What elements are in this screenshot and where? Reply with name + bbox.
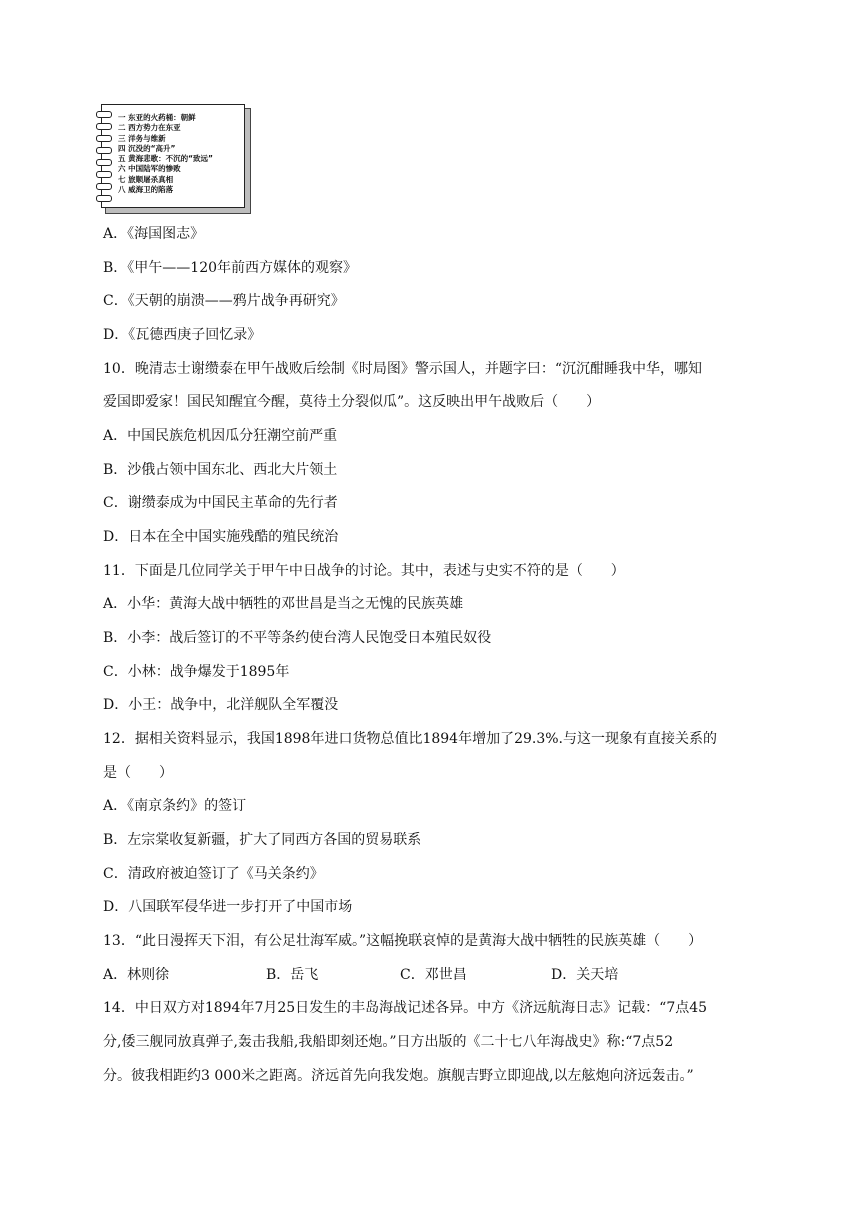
- q9-option-c: C．《天朝的崩溃——鸦片战争再研究》: [103, 293, 345, 309]
- q12-option-c: C．清政府被迫签订了《马关条约》: [103, 866, 324, 882]
- toc-item: 七 旅顺屠杀真相: [118, 174, 174, 184]
- q10-stem-line1: 10．晚清志士谢缵泰在甲午战败后绘制《时局图》警示国人，并题字曰：“沉沉酣睡我中华，哪知: [103, 361, 702, 377]
- q13-option-c: C．邓世昌: [400, 967, 467, 983]
- binder-ring: [96, 111, 112, 118]
- toc-item: 五 黄海悲歌：不沉的“致远”: [118, 154, 213, 164]
- q14-line1: 14．中日双方对1894年7月25日发生的丰岛海战记述各异。中方《济远航海日志》记载：“7点45: [103, 1000, 708, 1016]
- q9-option-b: B．《甲午——120年前西方媒体的观察》: [103, 260, 358, 276]
- binder-ring: [96, 147, 112, 154]
- binder-ring: [96, 171, 112, 178]
- q10-option-d: D．日本在全中国实施残酷的殖民统治: [103, 529, 339, 545]
- binder-ring: [96, 159, 112, 166]
- q10-option-b: B．沙俄占领中国东北、西北大片领土: [103, 462, 338, 478]
- q10-option-a: A．中国民族危机因瓜分狂潮空前严重: [103, 428, 338, 444]
- q9-option-a: A．《海国图志》: [103, 226, 205, 242]
- toc-item: 二 西方势力在东亚: [118, 123, 181, 133]
- q11-option-a: A．小华：黄海大战中牺牲的邓世昌是当之无愧的民族英雄: [103, 596, 464, 612]
- binder-ring: [96, 123, 112, 130]
- q10-stem-line2: 爱国即爱家！国民知醒宜今醒，莫待土分裂似瓜”。这反映出甲午战败后（ ）: [103, 394, 601, 410]
- toc-item: 三 洋务与维新: [118, 133, 166, 143]
- q12-option-d: D．八国联军侵华进一步打开了中国市场: [103, 899, 353, 915]
- q11-option-d: D．小王：战争中，北洋舰队全军覆没: [103, 697, 339, 713]
- q12-stem-line2: 是（ ）: [103, 765, 173, 781]
- q11-option-b: B．小李：战后签订的不平等条约使台湾人民饱受日本殖民奴役: [103, 630, 492, 646]
- q12-option-a: A．《南京条约》的签订: [103, 798, 247, 814]
- q14-line3: 分。彼我相距约3 000米之距离。济远首先向我发炮。旗舰吉野立即迎战,以左舷炮向济远轰击。”: [103, 1068, 694, 1084]
- q12-stem-line1: 12．据相关资料显示，我国1898年进口货物总值比1894年增加了29.3%.与这一现象有直接关系的: [103, 731, 717, 747]
- toc-list: [118, 113, 213, 195]
- q14-line2: 分,倭三舰同放真弹子,轰击我船,我船即刻还炮。”日方出版的《二十七八年海战史》称:“7点52: [103, 1034, 674, 1050]
- binder-ring: [96, 135, 112, 142]
- toc-item: 八 威海卫的陷落: [118, 185, 174, 195]
- q11-option-c: C．小林：战争爆发于1895年: [103, 664, 290, 680]
- binder-ring: [96, 195, 112, 202]
- q13-option-a: A．林则徐: [103, 967, 170, 983]
- notebook-page: [101, 104, 245, 208]
- binder-ring: [96, 183, 112, 190]
- q10-option-c: C．谢缵泰成为中国民主革命的先行者: [103, 495, 338, 511]
- q11-stem: 11．下面是几位同学关于甲午中日战争的讨论。其中，表述与史实不符的是（ ）: [103, 563, 625, 579]
- q13-stem: 13．“此日漫挥天下泪，有公足壮海军威。”这幅挽联哀悼的是黄海大战中牺牲的民族英雄（ ）: [103, 933, 703, 949]
- toc-item: 一 东亚的火药桶：朝鲜: [118, 113, 196, 122]
- q9-option-d: D．《瓦德西庚子回忆录》: [103, 327, 262, 343]
- toc-item: 四 沉没的“高升”: [118, 143, 176, 153]
- toc-item: 六 中国陆军的惨败: [118, 164, 181, 174]
- notebook-toc-image: [101, 104, 249, 212]
- q12-option-b: B．左宗棠收复新疆，扩大了同西方各国的贸易联系: [103, 832, 422, 848]
- q13-option-d: D．关天培: [551, 967, 619, 983]
- q13-option-b: B．岳飞: [266, 967, 319, 983]
